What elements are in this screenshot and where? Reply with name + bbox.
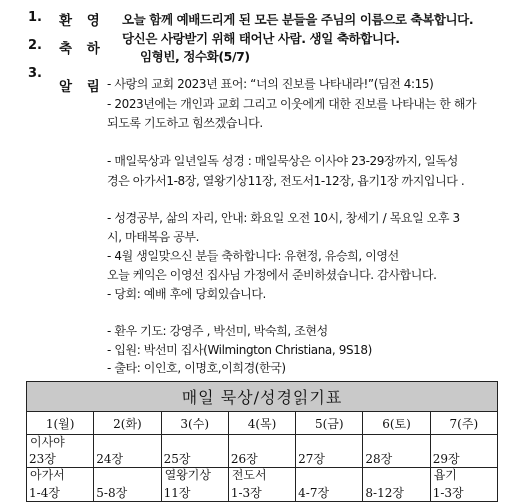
welcome-text: 오늘 함께 예배드리게 된 모든 분들을 주님의 이름으로 축복합니다. — [122, 12, 474, 27]
section-title-congrats: 축 하 — [59, 41, 105, 57]
notice-bible-1: - 매일묵상과 일년일독 성경 : 매일묵상은 이사야 23-29장까지, 일독성 — [107, 154, 458, 168]
cell-chapter: 23장 — [29, 452, 56, 466]
cell-chapter: 1-3장 — [230, 486, 262, 500]
table-title: 매일 묵상/성경읽기표 — [27, 382, 498, 412]
notice-prayer: - 환우 기도: 강영주 , 박선미, 박숙희, 조현성 — [107, 324, 328, 338]
table-cell — [363, 468, 430, 502]
table-row-meditation — [27, 435, 498, 468]
cell-book: 욥기 — [433, 468, 457, 482]
cell-chapter: 27장 — [298, 452, 325, 466]
notice-motto-desc-1: - 2023년에는 개인과 교회 그리고 이웃에게 대한 진보를 나타내는 한 해가 — [107, 97, 477, 111]
cell-book: 전도서 — [231, 468, 267, 482]
cell-book: 이사야 — [30, 435, 65, 449]
notice-birthday-2: 오늘 케익은 이영선 집사님 가정에서 준비하셨습니다. 감사합니다. — [107, 268, 437, 282]
table-cell — [94, 468, 161, 502]
section-number-congrats: 2. — [28, 38, 42, 53]
table-header-row — [27, 412, 498, 435]
cell-chapter: 29장 — [432, 452, 460, 466]
table-cell — [27, 435, 94, 468]
birthday-text: 당신은 사랑받기 위해 태어난 사람. 생일 축하합니다. — [122, 31, 400, 46]
table-cell — [430, 468, 497, 502]
cell-chapter: 26장 — [230, 452, 258, 466]
section-number-welcome: 1. — [28, 10, 42, 25]
cell-chapter: 8-12장 — [365, 486, 404, 500]
day-header: 6(토) — [363, 412, 430, 435]
notice-meeting: - 당회: 예배 후에 당회있습니다. — [107, 287, 266, 301]
day-header: 1(월) — [27, 412, 94, 435]
table-cell — [27, 468, 94, 502]
table-cell — [228, 468, 295, 502]
cell-chapter: 24장 — [96, 452, 124, 466]
cell-book: 아가서 — [30, 468, 65, 482]
cell-book: 열왕기상 — [164, 468, 211, 482]
cell-chapter: 25장 — [163, 452, 191, 466]
table-cell — [363, 435, 430, 468]
cell-chapter: 4-7장 — [298, 486, 330, 500]
notice-study-2: 시, 마태복음 공부. — [107, 230, 200, 244]
notice-hospital: - 입원: 박선미 집사(Wilmington Christiana, 9S18) — [107, 343, 372, 357]
cell-chapter: 28장 — [365, 452, 393, 466]
day-header: 3(수) — [161, 412, 228, 435]
table-cell — [296, 468, 363, 502]
notice-travel: - 출타: 이인호, 이명호,이희경(한국) — [107, 361, 286, 375]
table-cell — [161, 435, 228, 468]
section-title-notices: 알 림 — [59, 79, 105, 95]
section-number-notices: 3. — [28, 66, 42, 81]
notice-motto: - 사랑의 교회 2023년 표어: “너의 진보를 나타내라!”(딤전 4:15) — [107, 77, 434, 91]
day-header: 5(금) — [296, 412, 363, 435]
notice-motto-desc-2: 되도록 기도하고 힘쓰겠습니다. — [107, 116, 263, 130]
notice-birthday-1: - 4월 생일맞으신 분들 축하합니다: 유현정, 유승희, 이영선 — [107, 249, 399, 263]
table-row-reading — [27, 468, 498, 502]
day-header: 7(주) — [430, 412, 497, 435]
cell-chapter: 11장 — [163, 486, 191, 500]
notice-bible-2: 경은 아가서1-8장, 열왕기상11장, 전도서1-12장, 욥기1장 까지입니다 . — [107, 174, 465, 188]
notice-study-1: - 성경공부, 삶의 자리, 안내: 화요일 오전 10시, 창세기 / 목요일 오후 3 — [107, 211, 460, 225]
cell-chapter: 1-4장 — [29, 486, 60, 500]
table-cell — [430, 435, 497, 468]
section-title-welcome: 환 영 — [59, 13, 105, 29]
reading-schedule-table — [26, 381, 498, 502]
table-cell — [161, 468, 228, 502]
birthday-names: 임형빈, 정수화(5/7) — [140, 49, 250, 64]
day-header: 2(화) — [94, 412, 161, 435]
table-cell — [228, 435, 295, 468]
cell-chapter: 1-3장 — [432, 486, 464, 500]
table-cell — [296, 435, 363, 468]
cell-chapter: 5-8장 — [96, 486, 128, 500]
day-header: 4(목) — [228, 412, 295, 435]
table-cell — [94, 435, 161, 468]
